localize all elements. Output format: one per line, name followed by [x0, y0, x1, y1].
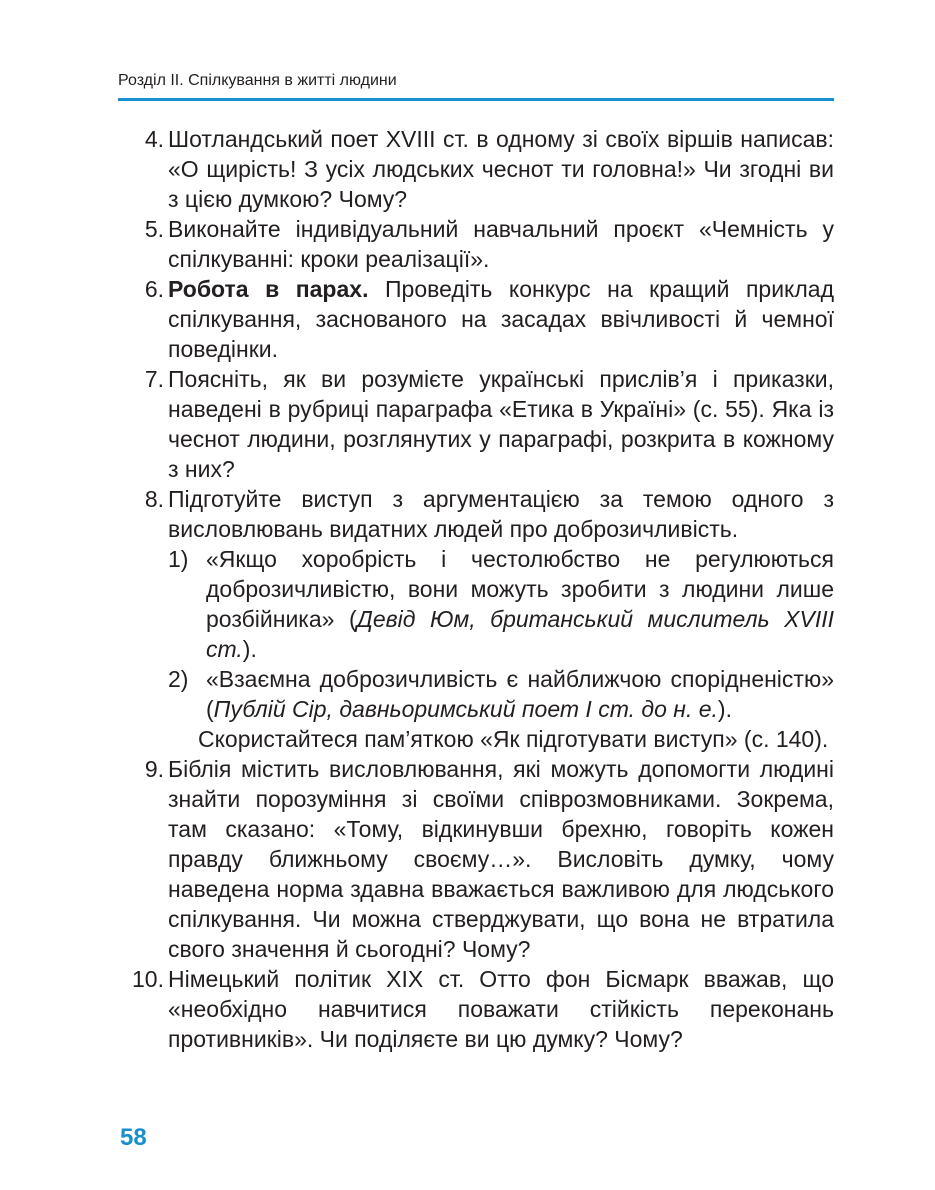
quote-text [206, 664, 834, 724]
item-text: Біблія містить висловлювання, які можуть допомогти людині знайти порозуміння зі своїми співрозмовниками. Зокрема, там сказано: «Тому, відкинувши брехню, говоріть кожен правду ближньому своєму…». Висловіть думку, чому наведена норма здавна вважається важливою для людського спілкування. Чи можна стверджувати, що вона не втратила свого значення й сьогодні? Чому? [168, 756, 834, 962]
list-item [118, 754, 834, 964]
list-item [118, 124, 834, 214]
page-number: 58 [120, 1124, 147, 1151]
quote-text [206, 544, 834, 664]
item-text: Підготуйте виступ з аргументацією за темою одного з висловлювань видатних людей про доброзичливість. [168, 486, 834, 542]
quote-author: Девід Юм, британський мислитель XVIII ст. [206, 606, 834, 662]
quote-end: ). [242, 636, 257, 662]
item-number: 6. [144, 276, 164, 302]
item-text [168, 274, 834, 364]
memo-note: Скористайтеся пам’яткою «Як підготувати виступ» (с. 140). [198, 726, 829, 752]
list-item [118, 964, 834, 1054]
item-bold-label: Робота в парах. [168, 276, 369, 302]
quote-body: «Якщо хоробрість і честолюбство не регулюються доброзичливістю, вони можуть зробити з людини лише розбійника» ( [206, 546, 834, 632]
quote-item [118, 664, 834, 724]
quote-author: Публій Сір, давньоримський поет I ст. до н. е. [213, 696, 718, 722]
item-number: 4. [144, 126, 164, 152]
running-header: Розділ ІІ. Спілкування в житті людини [118, 72, 397, 89]
item-text: Німецький політик XIX ст. Отто фон Бісмарк вважав, що «необхідно навчитися поважати стійкість переконань противників». Чи поділяєте ви цю думку? Чому? [168, 966, 834, 1052]
quote-body: «Взаємна доброзичливість є найближчою спорідненістю» ( [206, 666, 834, 722]
item-text: Шотландський поет XVIII ст. в одному зі своїх віршів написав: «О щирість! З усіх людських чеснот ти головна!» Чи згодні ви з цією думкою? Чому? [168, 126, 834, 212]
quote-end: ). [717, 696, 732, 722]
item-text-rest: Проведіть конкурс на кращий приклад спілкування, заснованого на засадах ввічливості й чемної поведінки. [168, 276, 834, 362]
quote-number: 2) [168, 666, 189, 692]
item-number: 7. [144, 366, 164, 392]
item-text: Виконайте індивідуальний навчальний проєкт «Чемність у спілкуванні: кроки реалізації». [168, 216, 834, 272]
item-number: 5. [144, 216, 164, 242]
list-item [118, 364, 834, 484]
quote-item [118, 544, 834, 664]
list-item [118, 274, 834, 364]
exercise-list [118, 124, 834, 1054]
item-number: 8. [144, 486, 164, 512]
quote-number: 1) [168, 546, 189, 572]
header-rule [118, 98, 834, 101]
item-text: Поясніть, як ви розумієте українські прислів’я і приказки, наведені в рубриці параграфа «Етика в Україні» (с. 55). Яка із чеснот людини, розглянутих у параграфі, розкрита в кожному з них? [168, 366, 834, 482]
item-number: 10. [132, 966, 164, 992]
list-item [118, 484, 834, 544]
item-number: 9. [144, 756, 164, 782]
list-item [118, 214, 834, 274]
